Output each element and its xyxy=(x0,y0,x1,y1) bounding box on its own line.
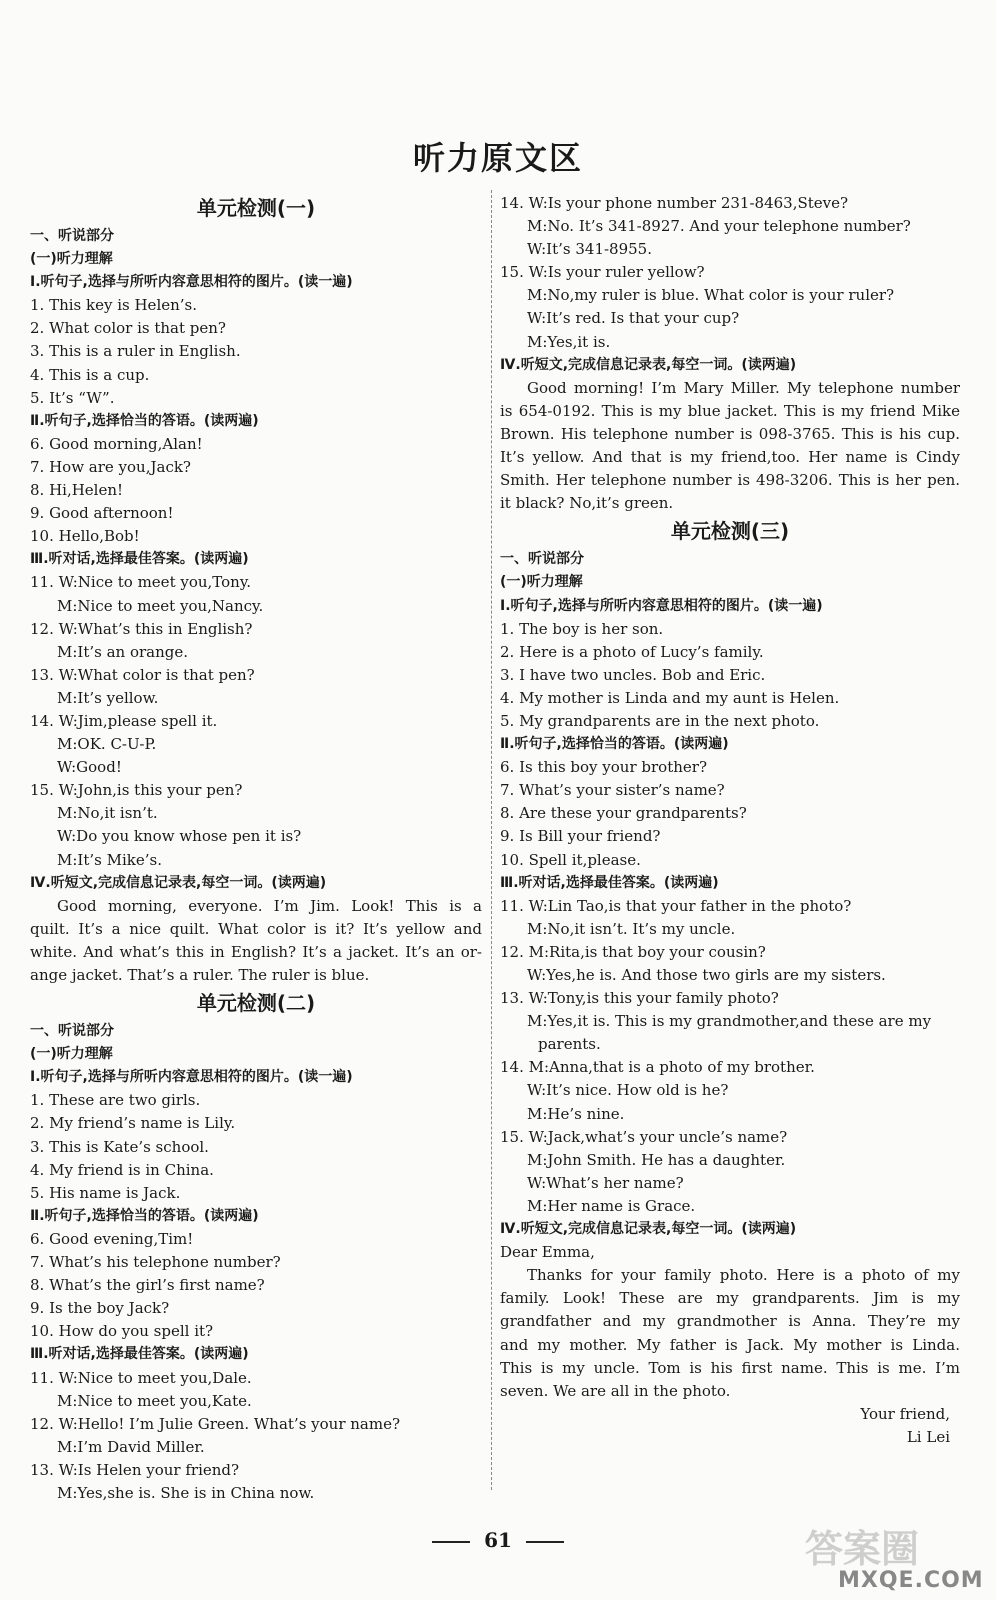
paragraph-line: and my mother. My father is Jack. My mother is Linda. xyxy=(500,1335,960,1354)
text-line: seven. We are all in the photo. xyxy=(500,1381,731,1400)
text-line: 8. Are these your grandparents? xyxy=(500,804,747,823)
part-heading: Ⅳ.听短文,完成信息记录表,每空一词。(读两遍) xyxy=(30,874,327,891)
dialogue-line: M:No,it isn’t. It’s my uncle. xyxy=(527,919,736,938)
text-line: 2. What color is that pen? xyxy=(30,319,226,338)
right-column xyxy=(500,192,960,1449)
text-line: 9. Good afternoon! xyxy=(30,504,174,523)
dialogue-line: M:I’m David Miller. xyxy=(57,1437,205,1456)
part-heading: Ⅳ.听短文,完成信息记录表,每空一词。(读两遍) xyxy=(500,356,797,373)
text-line: 13. W:What color is that pen? xyxy=(30,665,255,684)
text-line: 5. It’s “W”. xyxy=(30,388,115,407)
dialogue-line: W:It’s 341-8955. xyxy=(527,240,652,259)
part-heading: Ⅳ.听短文,完成信息记录表,每空一词。(读两遍) xyxy=(500,1221,797,1238)
text-line: 3. This is a ruler in English. xyxy=(30,342,241,361)
text-line: 2. My friend’s name is Lily. xyxy=(30,1114,236,1133)
text-line: 1. This key is Helen’s. xyxy=(30,296,198,315)
paragraph-line: Good morning! I’m Mary Miller. My telephone number xyxy=(527,378,960,397)
part-heading: 一、听说部分 xyxy=(30,1023,114,1040)
text-line: 14. W:Jim,please spell it. xyxy=(30,711,218,730)
part-heading: 一、听说部分 xyxy=(30,228,114,244)
text-line: 14. M:Anna,that is a photo of my brother. xyxy=(500,1058,815,1077)
page-title: 听力原文区 xyxy=(412,139,583,177)
signature-line: Your friend, xyxy=(860,1404,950,1423)
dialogue-line: M:No,it isn’t. xyxy=(57,804,158,823)
text-line: 12. M:Rita,is that boy your cousin? xyxy=(500,942,766,961)
dialogue-line: W:It’s nice. How old is he? xyxy=(527,1081,729,1100)
text-line: 8. Hi,Helen! xyxy=(30,481,124,500)
text-line: 15. W:Jack,what’s your uncle’s name? xyxy=(500,1127,788,1146)
paragraph-line: It’s yellow. And that is my friend,too. Her name is Cindy xyxy=(500,448,960,467)
dialogue-line: W:Yes,he is. And those two girls are my sisters. xyxy=(527,966,886,984)
part-heading: (一)听力理解 xyxy=(30,251,113,268)
dialogue-line: M:It’s Mike’s. xyxy=(57,850,162,869)
left-column xyxy=(30,192,482,1505)
text-line: Dear Emma, xyxy=(500,1243,595,1262)
dialogue-line: M:Nice to meet you,Kate. xyxy=(57,1391,252,1410)
part-heading: (一)听力理解 xyxy=(30,1046,113,1063)
paragraph-line: quilt. It’s a nice quilt. What color is it? It’s yellow and xyxy=(30,919,482,938)
text-line: 1. The boy is her son. xyxy=(500,619,664,638)
text-line: 4. My mother is Linda and my aunt is Helen. xyxy=(500,688,840,707)
paragraph-line: is 654-0192. This is my blue jacket. This is my friend Mike xyxy=(500,401,960,420)
text-line: 7. What’s your sister’s name? xyxy=(500,781,725,800)
text-line: 10. Hello,Bob! xyxy=(30,527,140,546)
text-line: 4. My friend is in China. xyxy=(30,1160,214,1179)
dialogue-continuation: parents. xyxy=(538,1035,601,1054)
part-heading: (一)听力理解 xyxy=(500,574,583,591)
text-line: 5. My grandparents are in the next photo. xyxy=(500,711,820,730)
dialogue-line: M:No,my ruler is blue. What color is your ruler? xyxy=(527,286,895,305)
text-line: 10. How do you spell it? xyxy=(30,1322,214,1341)
paragraph-line: Good morning, everyone. I’m Jim. Look! This is a xyxy=(57,896,482,915)
dialogue-line: W:It’s red. Is that your cup? xyxy=(527,309,740,328)
dialogue-line: M:Her name is Grace. xyxy=(527,1196,696,1215)
dialogue-line: M:It’s an orange. xyxy=(57,642,189,661)
signature-line: Li Lei xyxy=(906,1427,950,1446)
text-line: 5. His name is Jack. xyxy=(30,1183,181,1202)
part-heading: Ⅰ.听句子,选择与所听内容意思相符的图片。(读一遍) xyxy=(30,1069,353,1086)
dialogue-line: M:No. It’s 341-8927. And your telephone number? xyxy=(527,217,911,236)
dialogue-line: W:Good! xyxy=(57,758,122,777)
part-heading: Ⅱ.听句子,选择恰当的答语。(读两遍) xyxy=(30,412,259,429)
text-line: 8. What’s the girl’s first name? xyxy=(30,1276,265,1295)
text-line: ange jacket. That’s a ruler. The ruler is blue. xyxy=(30,966,370,984)
text-line: it black? No,it’s green. xyxy=(500,494,674,513)
paragraph-line: Smith. Her telephone number is 498-3206. This is her pen. xyxy=(500,471,960,490)
text-line: 12. W:Hello! I’m Julie Green. What’s your name? xyxy=(30,1414,401,1433)
footer-dash-right xyxy=(526,1541,564,1543)
part-heading: Ⅲ.听对话,选择最佳答案。(读两遍) xyxy=(500,874,719,891)
paragraph-line: Brown. His telephone number is 098-3765. This is his cup. xyxy=(500,424,960,443)
text-line: 9. Is the boy Jack? xyxy=(30,1299,170,1318)
text-line: 1. These are two girls. xyxy=(30,1091,201,1110)
part-heading: Ⅲ.听对话,选择最佳答案。(读两遍) xyxy=(30,551,249,568)
text-line: 7. How are you,Jack? xyxy=(30,457,191,476)
dialogue-line: M:Yes,it is. xyxy=(527,332,611,351)
dialogue-line: M:He’s nine. xyxy=(527,1104,625,1123)
paragraph-line: This is my uncle. Tom is his first name. This is me. I’m xyxy=(500,1358,960,1377)
dialogue-line: M:It’s yellow. xyxy=(57,688,159,707)
text-line: 3. This is Kate’s school. xyxy=(30,1137,209,1156)
dialogue-line: M:Nice to meet you,Nancy. xyxy=(57,596,264,615)
dialogue-line: W:What’s her name? xyxy=(527,1173,684,1192)
text-line: 10. Spell it,please. xyxy=(500,850,641,869)
text-line: 9. Is Bill your friend? xyxy=(500,827,661,846)
paragraph-line: grandfather and my grandmother is Anna. They’re my xyxy=(500,1312,960,1331)
dialogue-line: M:Yes,it is. This is my grandmother,and these are my xyxy=(527,1012,932,1031)
section-heading: 单元检测(一) xyxy=(196,196,316,220)
part-heading: Ⅲ.听对话,选择最佳答案。(读两遍) xyxy=(30,1346,249,1363)
section-heading: 单元检测(三) xyxy=(670,519,790,544)
section-heading: 单元检测(二) xyxy=(196,991,316,1016)
part-heading: Ⅱ.听句子,选择恰当的答语。(读两遍) xyxy=(500,736,729,753)
text-line: 15. W:John,is this your pen? xyxy=(30,781,243,800)
text-line: 2. Here is a photo of Lucy’s family. xyxy=(500,642,764,661)
text-line: 11. W:Nice to meet you,Tony. xyxy=(30,573,252,592)
text-line: 13. W:Tony,is this your family photo? xyxy=(500,989,779,1008)
dialogue-line: M:OK. C-U-P. xyxy=(57,735,157,754)
part-heading: Ⅱ.听句子,选择恰当的答语。(读两遍) xyxy=(30,1207,259,1224)
paragraph-line: white. And what’s this in English? It’s a jacket. It’s an or- xyxy=(30,942,482,961)
dialogue-line: M:Yes,she is. She is in China now. xyxy=(57,1483,315,1502)
text-line: 15. W:Is your ruler yellow? xyxy=(500,263,705,282)
dialogue-line: W:Do you know whose pen it is? xyxy=(57,827,302,846)
part-heading: 一、听说部分 xyxy=(500,551,584,568)
column-divider xyxy=(491,190,492,1490)
text-line: 12. W:What’s this in English? xyxy=(30,619,253,638)
watermark-logo: 答案圈 xyxy=(805,1527,920,1571)
text-line: 11. W:Nice to meet you,Dale. xyxy=(30,1368,252,1387)
text-line: 14. W:Is your phone number 231-8463,Steve? xyxy=(500,194,849,212)
part-heading: Ⅰ.听句子,选择与所听内容意思相符的图片。(读一遍) xyxy=(500,597,823,614)
page-number: 61 xyxy=(484,1528,512,1552)
text-line: 3. I have two uncles. Bob and Eric. xyxy=(500,665,766,684)
text-line: 6. Good evening,Tim! xyxy=(30,1229,194,1248)
paragraph-line: Thanks for your family photo. Here is a photo of my xyxy=(527,1266,960,1285)
dialogue-line: M:John Smith. He has a daughter. xyxy=(527,1150,786,1169)
text-line: 7. What’s his telephone number? xyxy=(30,1253,281,1272)
watermark-url: MXQE.COM xyxy=(838,1568,984,1593)
paragraph-line: family. Look! These are my grandparents. Jim is my xyxy=(500,1289,960,1308)
text-line: 4. This is a cup. xyxy=(30,365,150,384)
footer-dash-left xyxy=(432,1541,470,1543)
text-line: 6. Good morning,Alan! xyxy=(30,434,203,453)
text-line: 11. W:Lin Tao,is that your father in the photo? xyxy=(500,896,852,915)
text-line: 13. W:Is Helen your friend? xyxy=(30,1460,240,1479)
part-heading: Ⅰ.听句子,选择与所听内容意思相符的图片。(读一遍) xyxy=(30,274,353,291)
text-line: 6. Is this boy your brother? xyxy=(500,758,707,777)
